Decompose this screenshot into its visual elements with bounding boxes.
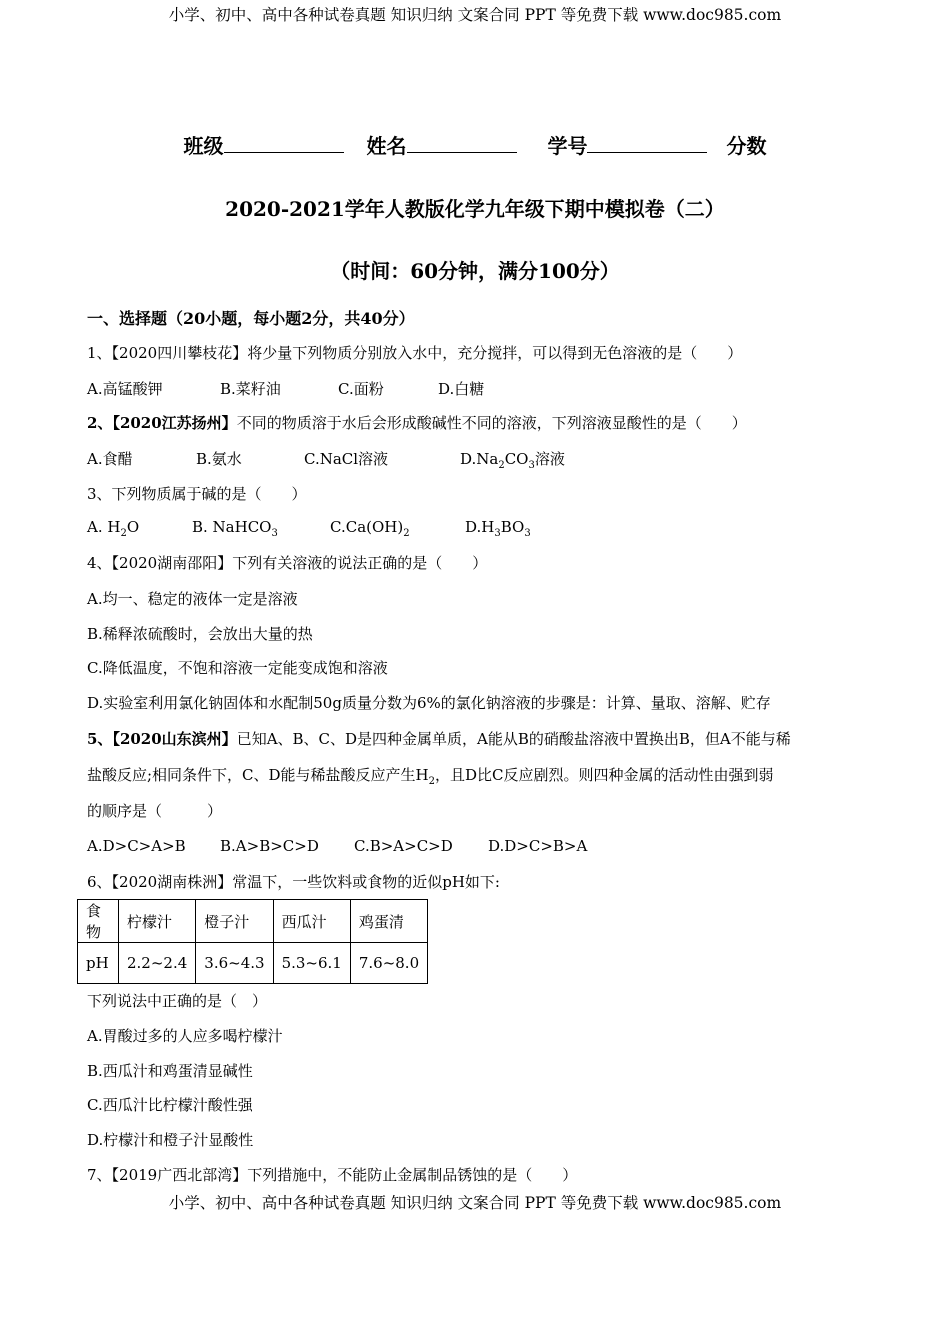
q3-d-part1: D.H <box>465 518 495 536</box>
q2-option-d[interactable] <box>460 448 565 471</box>
q6-source: 【2020湖南株洲】 <box>111 873 233 891</box>
table-header-cell: 鸡蛋清 <box>350 900 427 943</box>
table-row <box>78 943 428 984</box>
q4-text: 下列有关溶液的说法正确的是（ ） <box>232 554 488 572</box>
q5-line2 <box>87 764 774 787</box>
page-header: 小学、初中、高中各种试卷真题 知识归纳 文案合同 PPT 等免费下载 www.doc985.com <box>168 6 782 24</box>
q2-option-b[interactable]: B.氨水 <box>196 450 242 468</box>
q1-source: 【2020四川攀枝花】 <box>111 344 248 362</box>
q3-option-b[interactable] <box>192 518 278 539</box>
question-6 <box>87 871 500 892</box>
q4-option-d[interactable]: D.实验室利用氯化钠固体和水配制50g质量分数为6%的氯化钠溶液的步骤是：计算、量取、溶解、贮存 <box>87 694 771 712</box>
q3-d-part2: BO <box>500 518 525 536</box>
table-cell: 2.2~2.4 <box>119 943 196 984</box>
q4-source: 【2020湖南邵阳】 <box>111 554 233 572</box>
question-4 <box>87 552 487 573</box>
class-blank[interactable] <box>224 134 344 153</box>
q3-c-part1: C.Ca(OH) <box>330 518 404 536</box>
question-3: 3、下列物质属于碱的是（ ） <box>87 485 307 503</box>
table-header-cell: 西瓜汁 <box>273 900 350 943</box>
q2-text: 不同的物质溶于水后会形成酸碱性不同的溶液，下列溶液显酸性的是（ ） <box>236 414 747 432</box>
id-blank[interactable] <box>587 134 707 153</box>
table-cell: pH <box>78 943 119 984</box>
q1-option-c[interactable]: C.面粉 <box>338 380 384 398</box>
page-subtitle: （时间：60分钟，满分100分） <box>330 259 620 283</box>
name-blank[interactable] <box>407 134 517 153</box>
question-2 <box>87 412 747 433</box>
q5-line2-part1: 盐酸反应;相同条件下，C、D能与稀盐酸反应产生H <box>87 766 429 784</box>
table-cell: 7.6~8.0 <box>350 943 427 984</box>
q4-number: 4、 <box>87 554 112 572</box>
q7-text: 下列措施中，不能防止金属制品锈蚀的是（ ） <box>247 1166 578 1184</box>
q3-d-sub1: 3 <box>494 528 501 539</box>
q2-d-part2: CO <box>504 450 529 468</box>
q2-d-sub2: 3 <box>528 460 535 471</box>
q5-option-b[interactable]: B.A>B>C>D <box>220 837 319 855</box>
q3-option-d[interactable] <box>465 518 531 539</box>
table-header-cell: 食物 <box>78 900 119 943</box>
question-1 <box>87 342 742 363</box>
q4-option-a[interactable]: A.均一、稳定的液体一定是溶液 <box>87 590 298 608</box>
q3-b-sub: 3 <box>271 528 278 539</box>
ph-table <box>77 899 428 984</box>
q6-number: 6、 <box>87 873 112 891</box>
q3-option-a[interactable] <box>87 518 139 539</box>
q2-option-c[interactable]: C.NaCl溶液 <box>304 450 389 468</box>
table-cell: 5.3~6.1 <box>273 943 350 984</box>
name-label: 姓名 <box>366 134 407 158</box>
id-label: 学号 <box>547 134 588 158</box>
page-footer: 小学、初中、高中各种试卷真题 知识归纳 文案合同 PPT 等免费下载 www.doc985.com <box>168 1194 782 1212</box>
q6-text: 常温下，一些饮料或食物的近似pH如下: <box>232 873 500 891</box>
q5-line3: 的顺序是（ ） <box>87 802 223 820</box>
question-7 <box>87 1164 577 1185</box>
q3-d-sub2: 3 <box>524 528 531 539</box>
question-5 <box>87 728 791 749</box>
q6-prompt: 下列说法中正确的是（ ） <box>87 992 268 1010</box>
q3-a-part2: O <box>126 518 140 536</box>
q5-line1: 已知A、B、C、D是四种金属单质，A能从B的硝酸盐溶液中置换出B，但A不能与稀 <box>236 730 791 748</box>
q2-source: 【2020江苏扬州】 <box>112 414 237 432</box>
q3-a-sub: 2 <box>120 528 127 539</box>
q1-text: 将少量下列物质分别放入水中，充分搅拌，可以得到无色溶液的是（ ） <box>247 344 743 362</box>
q1-option-a[interactable]: A.高锰酸钾 <box>87 380 163 398</box>
q1-number: 1、 <box>87 344 112 362</box>
class-label: 班级 <box>183 134 224 158</box>
q5-number: 5、 <box>87 730 113 748</box>
q2-option-a[interactable]: A.食醋 <box>87 450 133 468</box>
q5-option-d[interactable]: D.D>C>B>A <box>488 837 588 855</box>
q5-source: 【2020山东滨州】 <box>112 730 237 748</box>
q3-b-part1: B. NaHCO <box>192 518 272 536</box>
page-title: 2020-2021学年人教版化学九年级下期中模拟卷（二） <box>225 197 725 221</box>
table-cell: 3.6~4.3 <box>196 943 273 984</box>
q5-option-a[interactable]: A.D>C>A>B <box>87 837 186 855</box>
q5-line2-part2: ，且D比C反应剧烈。则四种金属的活动性由强到弱 <box>435 766 774 784</box>
q6-option-c[interactable]: C.西瓜汁比柠檬汁酸性强 <box>87 1096 253 1114</box>
q2-d-part1: D.Na <box>460 450 499 468</box>
q6-option-a[interactable]: A.胃酸过多的人应多喝柠檬汁 <box>87 1027 283 1045</box>
q5-option-c[interactable]: C.B>A>C>D <box>354 837 453 855</box>
q5-line2-sub: 2 <box>428 776 436 787</box>
q4-option-b[interactable]: B.稀释浓硫酸时，会放出大量的热 <box>87 625 313 643</box>
q1-option-d[interactable]: D.白糖 <box>438 380 485 398</box>
q7-source: 【2019广西北部湾】 <box>111 1166 248 1184</box>
q7-number: 7、 <box>87 1166 112 1184</box>
q2-number: 2、 <box>87 414 113 432</box>
student-info-line <box>0 130 950 159</box>
q6-option-b[interactable]: B.西瓜汁和鸡蛋清显碱性 <box>87 1062 253 1080</box>
q2-d-part3: 溶液 <box>534 450 565 468</box>
q4-option-c[interactable]: C.降低温度，不饱和溶液一定能变成饱和溶液 <box>87 659 388 677</box>
section-heading: 一、选择题（20小题，每小题2分，共40分） <box>87 309 415 328</box>
q3-a-part1: A. H <box>87 518 121 536</box>
score-label: 分数 <box>726 134 767 158</box>
q1-option-b[interactable]: B.菜籽油 <box>220 380 281 398</box>
table-header-cell: 柠檬汁 <box>119 900 196 943</box>
q6-option-d[interactable]: D.柠檬汁和橙子汁显酸性 <box>87 1131 254 1149</box>
q3-c-sub: 2 <box>403 528 410 539</box>
table-header-cell: 橙子汁 <box>196 900 273 943</box>
q2-d-sub1: 2 <box>498 460 505 471</box>
table-header-row <box>78 900 428 943</box>
q3-option-c[interactable] <box>330 518 410 539</box>
